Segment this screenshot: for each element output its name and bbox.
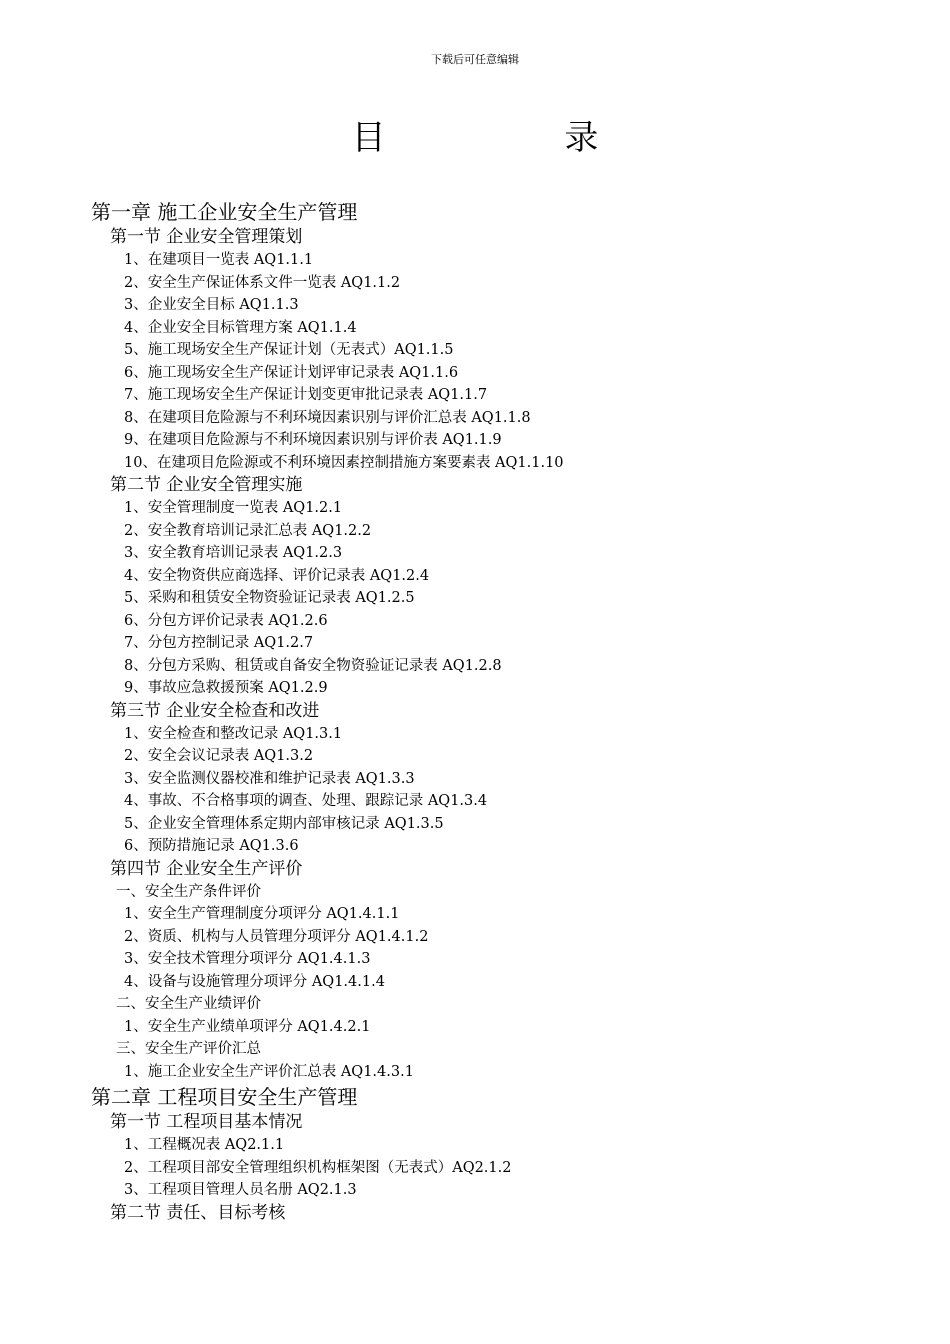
toc-item: 1、施工企业安全生产评价汇总表 AQ1.4.3.1 <box>124 1063 414 1080</box>
table-of-contents <box>0 198 950 1225</box>
toc-item: 1、安全管理制度一览表 AQ1.2.1 <box>124 500 343 516</box>
toc-item: 2、安全教育培训记录汇总表 AQ1.2.2 <box>124 522 372 539</box>
toc-item: 6、施工现场安全生产保证计划评审记录表 AQ1.1.6 <box>124 364 459 381</box>
toc-item: 3、安全监测仪器校准和维护记录表 AQ1.3.3 <box>124 770 415 787</box>
toc-item: 5、采购和租赁安全物资验证记录表 AQ1.2.5 <box>124 590 415 606</box>
toc-item: 3、安全教育培训记录表 AQ1.2.3 <box>124 545 343 561</box>
header-note: 下载后可任意编辑 <box>431 53 519 66</box>
toc-item: 1、在建项目一览表 AQ1.1.1 <box>124 252 314 268</box>
toc-item: 7、施工现场安全生产保证计划变更审批记录表 AQ1.1.7 <box>124 387 488 403</box>
toc-item: 10、在建项目危险源或不利环境因素控制措施方案要素表 AQ1.1.10 <box>124 454 564 471</box>
toc-section: 第三节 企业安全检查和改进 <box>110 700 320 721</box>
document-title: 目 录 <box>351 118 683 158</box>
toc-item: 2、工程项目部安全管理组织机构框架图（无表式）AQ2.1.2 <box>124 1159 512 1176</box>
toc-item: 3、企业安全目标 AQ1.1.3 <box>124 297 299 313</box>
toc-item: 4、安全物资供应商选择、评价记录表 AQ1.2.4 <box>124 567 430 584</box>
toc-item: 8、分包方采购、租赁或自备安全物资验证记录表 AQ1.2.8 <box>124 657 502 674</box>
toc-chapter: 第一章 施工企业安全生产管理 <box>91 200 358 224</box>
toc-item: 2、安全会议记录表 AQ1.3.2 <box>124 748 314 764</box>
toc-item: 8、在建项目危险源与不利环境因素识别与评价汇总表 AQ1.1.8 <box>124 409 531 426</box>
toc-subhead: 二、安全生产业绩评价 <box>116 996 261 1012</box>
toc-item: 3、安全技术管理分项评分 AQ1.4.1.3 <box>124 951 371 967</box>
toc-item: 6、预防措施记录 AQ1.3.6 <box>124 838 299 854</box>
toc-item: 4、企业安全目标管理方案 AQ1.1.4 <box>124 319 357 336</box>
toc-section: 第二节 企业安全管理实施 <box>110 475 303 495</box>
toc-item: 1、安全生产业绩单项评分 AQ1.4.2.1 <box>124 1018 371 1035</box>
toc-item: 7、分包方控制记录 AQ1.2.7 <box>124 635 314 651</box>
toc-section: 第二节 责任、目标考核 <box>110 1202 286 1223</box>
toc-item: 9、在建项目危险源与不利环境因素识别与评价表 AQ1.1.9 <box>124 432 502 448</box>
toc-item: 5、企业安全管理体系定期内部审核记录 AQ1.3.5 <box>124 815 444 832</box>
toc-item: 3、工程项目管理人员名册 AQ2.1.3 <box>124 1182 357 1198</box>
toc-item: 5、施工现场安全生产保证计划（无表式）AQ1.1.5 <box>124 342 454 358</box>
toc-item: 2、安全生产保证体系文件一览表 AQ1.1.2 <box>124 274 401 291</box>
toc-item: 1、安全检查和整改记录 AQ1.3.1 <box>124 725 343 742</box>
toc-item: 1、工程概况表 AQ2.1.1 <box>124 1137 285 1153</box>
toc-item: 6、分包方评价记录表 AQ1.2.6 <box>124 612 328 629</box>
toc-item: 4、事故、不合格事项的调查、处理、跟踪记录 AQ1.3.4 <box>124 793 488 809</box>
toc-item: 4、设备与设施管理分项评分 AQ1.4.1.4 <box>124 973 385 990</box>
toc-section: 第一节 工程项目基本情况 <box>110 1112 303 1132</box>
toc-item: 2、资质、机构与人员管理分项评分 AQ1.4.1.2 <box>124 928 429 945</box>
toc-section: 第四节 企业安全生产评价 <box>110 858 303 879</box>
toc-item: 1、安全生产管理制度分项评分 AQ1.4.1.1 <box>124 906 400 922</box>
toc-subhead: 一、安全生产条件评价 <box>116 883 261 900</box>
toc-item: 9、事故应急救援预案 AQ1.2.9 <box>124 680 328 696</box>
toc-section: 第一节 企业安全管理策划 <box>110 227 303 247</box>
toc-subhead: 三、安全生产评价汇总 <box>116 1041 261 1057</box>
toc-chapter: 第二章 工程项目安全生产管理 <box>91 1085 358 1109</box>
